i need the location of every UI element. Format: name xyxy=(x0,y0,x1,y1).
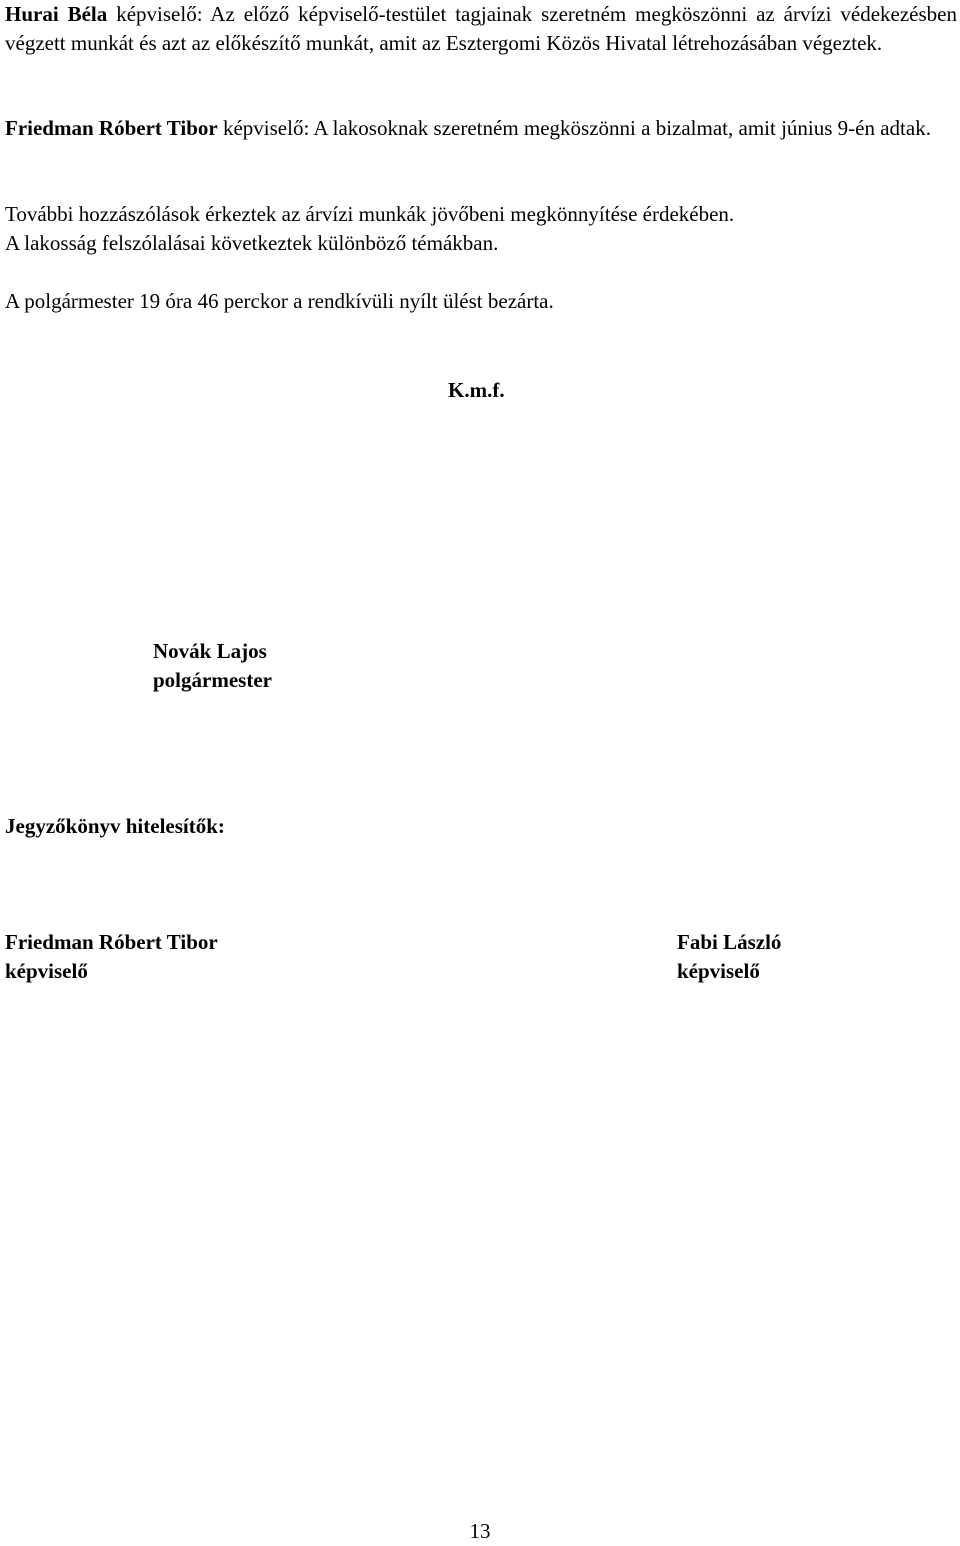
kmf-label: K.m.f. xyxy=(448,378,505,402)
authenticator-title: képviselő xyxy=(5,959,88,983)
authenticator-title: képviselő xyxy=(677,959,760,983)
further-comments-line-1: További hozzászólások érkeztek az árvízi munkák jövőbeni megkönnyítése érdekében. xyxy=(5,202,735,226)
paragraph-text: képviselő: Az előző képviselő-testület tagjainak szeretném megköszönni az árvízi védekezésben végzett munkát és azt az előkészítő munkát, amit az Esztergomi Közös Hivatal létrehozásában végeztek. xyxy=(5,2,957,55)
authenticator-name: Friedman Róbert Tibor xyxy=(5,930,218,954)
mayor-title: polgármester xyxy=(153,668,272,692)
mayor-name: Novák Lajos xyxy=(153,639,267,663)
speaker-name: Hurai Béla xyxy=(5,2,108,26)
closing-statement: A polgármester 19 óra 46 perckor a rendkívüli nyílt ülést bezárta. xyxy=(5,289,554,313)
further-comments-line-2: A lakosság felszólalásai következtek különböző témákban. xyxy=(5,231,499,255)
page-number: 13 xyxy=(469,1519,491,1543)
paragraph-friedman xyxy=(5,114,957,143)
authenticators-heading: Jegyzőkönyv hitelesítők: xyxy=(5,814,225,838)
paragraph-hurai xyxy=(5,0,957,58)
authenticator-name: Fabi László xyxy=(677,930,782,954)
speaker-name: Friedman Róbert Tibor xyxy=(5,116,218,140)
paragraph-text: képviselő: A lakosoknak szeretném megköszönni a bizalmat, amit június 9-én adtak. xyxy=(217,116,931,140)
